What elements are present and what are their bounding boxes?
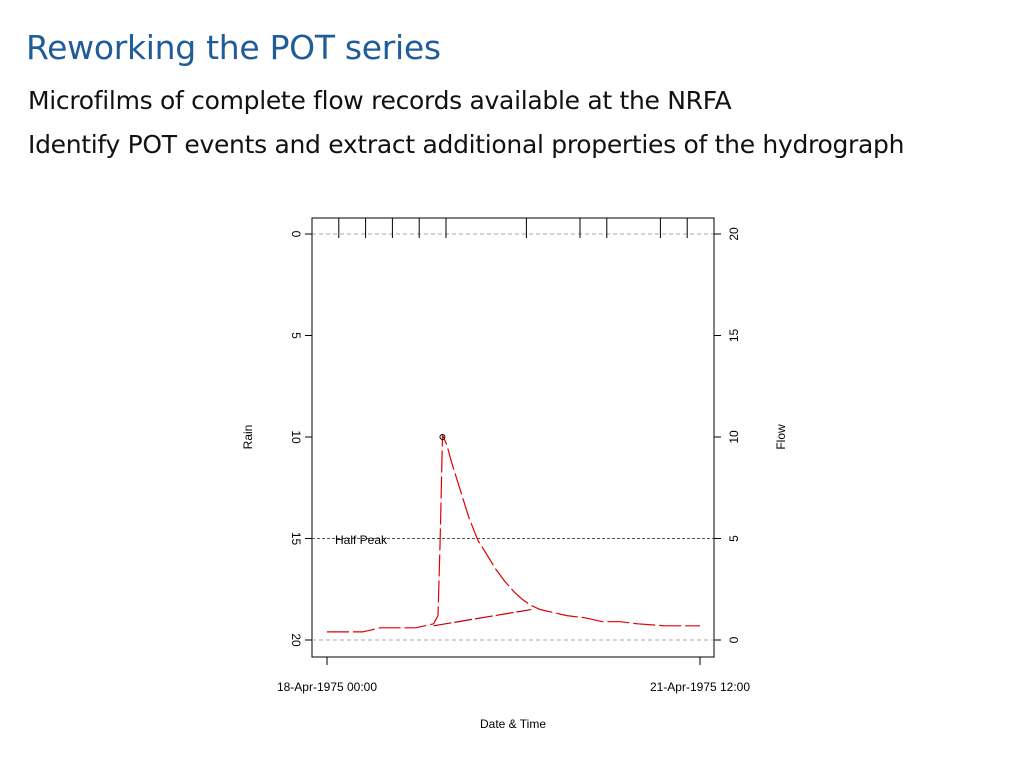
y-axis-left-label: Rain bbox=[241, 424, 255, 450]
rain-axis-tick-label: 15 bbox=[289, 531, 303, 546]
flow-axis-tick-label: 5 bbox=[727, 535, 741, 542]
x-tick-label-start: 18-Apr-1975 00:00 bbox=[276, 680, 378, 694]
rain-axis-tick-label: 5 bbox=[289, 332, 303, 339]
rain-axis-tick-label: 10 bbox=[289, 430, 303, 444]
rain-axis-tick-label: 0 bbox=[289, 230, 303, 238]
x-tick-label-end: 21-Apr-1975 12:00 bbox=[649, 680, 751, 694]
flow-axis-tick-label: 10 bbox=[727, 430, 741, 444]
x-axis-label: Date & Time bbox=[479, 717, 547, 731]
flow-axis-tick-label: 20 bbox=[727, 227, 741, 241]
baseflow-separation-line bbox=[434, 610, 532, 626]
bullet-1: Microfilms of complete flow records available at the NRFA bbox=[28, 86, 732, 115]
half-peak-annotation: Half Peak bbox=[335, 533, 388, 547]
bullet-2: Identify POT events and extract additional properties of the hydrograph bbox=[28, 130, 905, 159]
slide-title: Reworking the POT series bbox=[26, 28, 441, 67]
y-axis-right-label: Flow bbox=[774, 424, 788, 450]
flow-axis-tick-label: 0 bbox=[727, 636, 741, 644]
rain-axis-tick-label: 20 bbox=[289, 633, 303, 647]
flow-axis-tick-label: 15 bbox=[727, 328, 741, 343]
